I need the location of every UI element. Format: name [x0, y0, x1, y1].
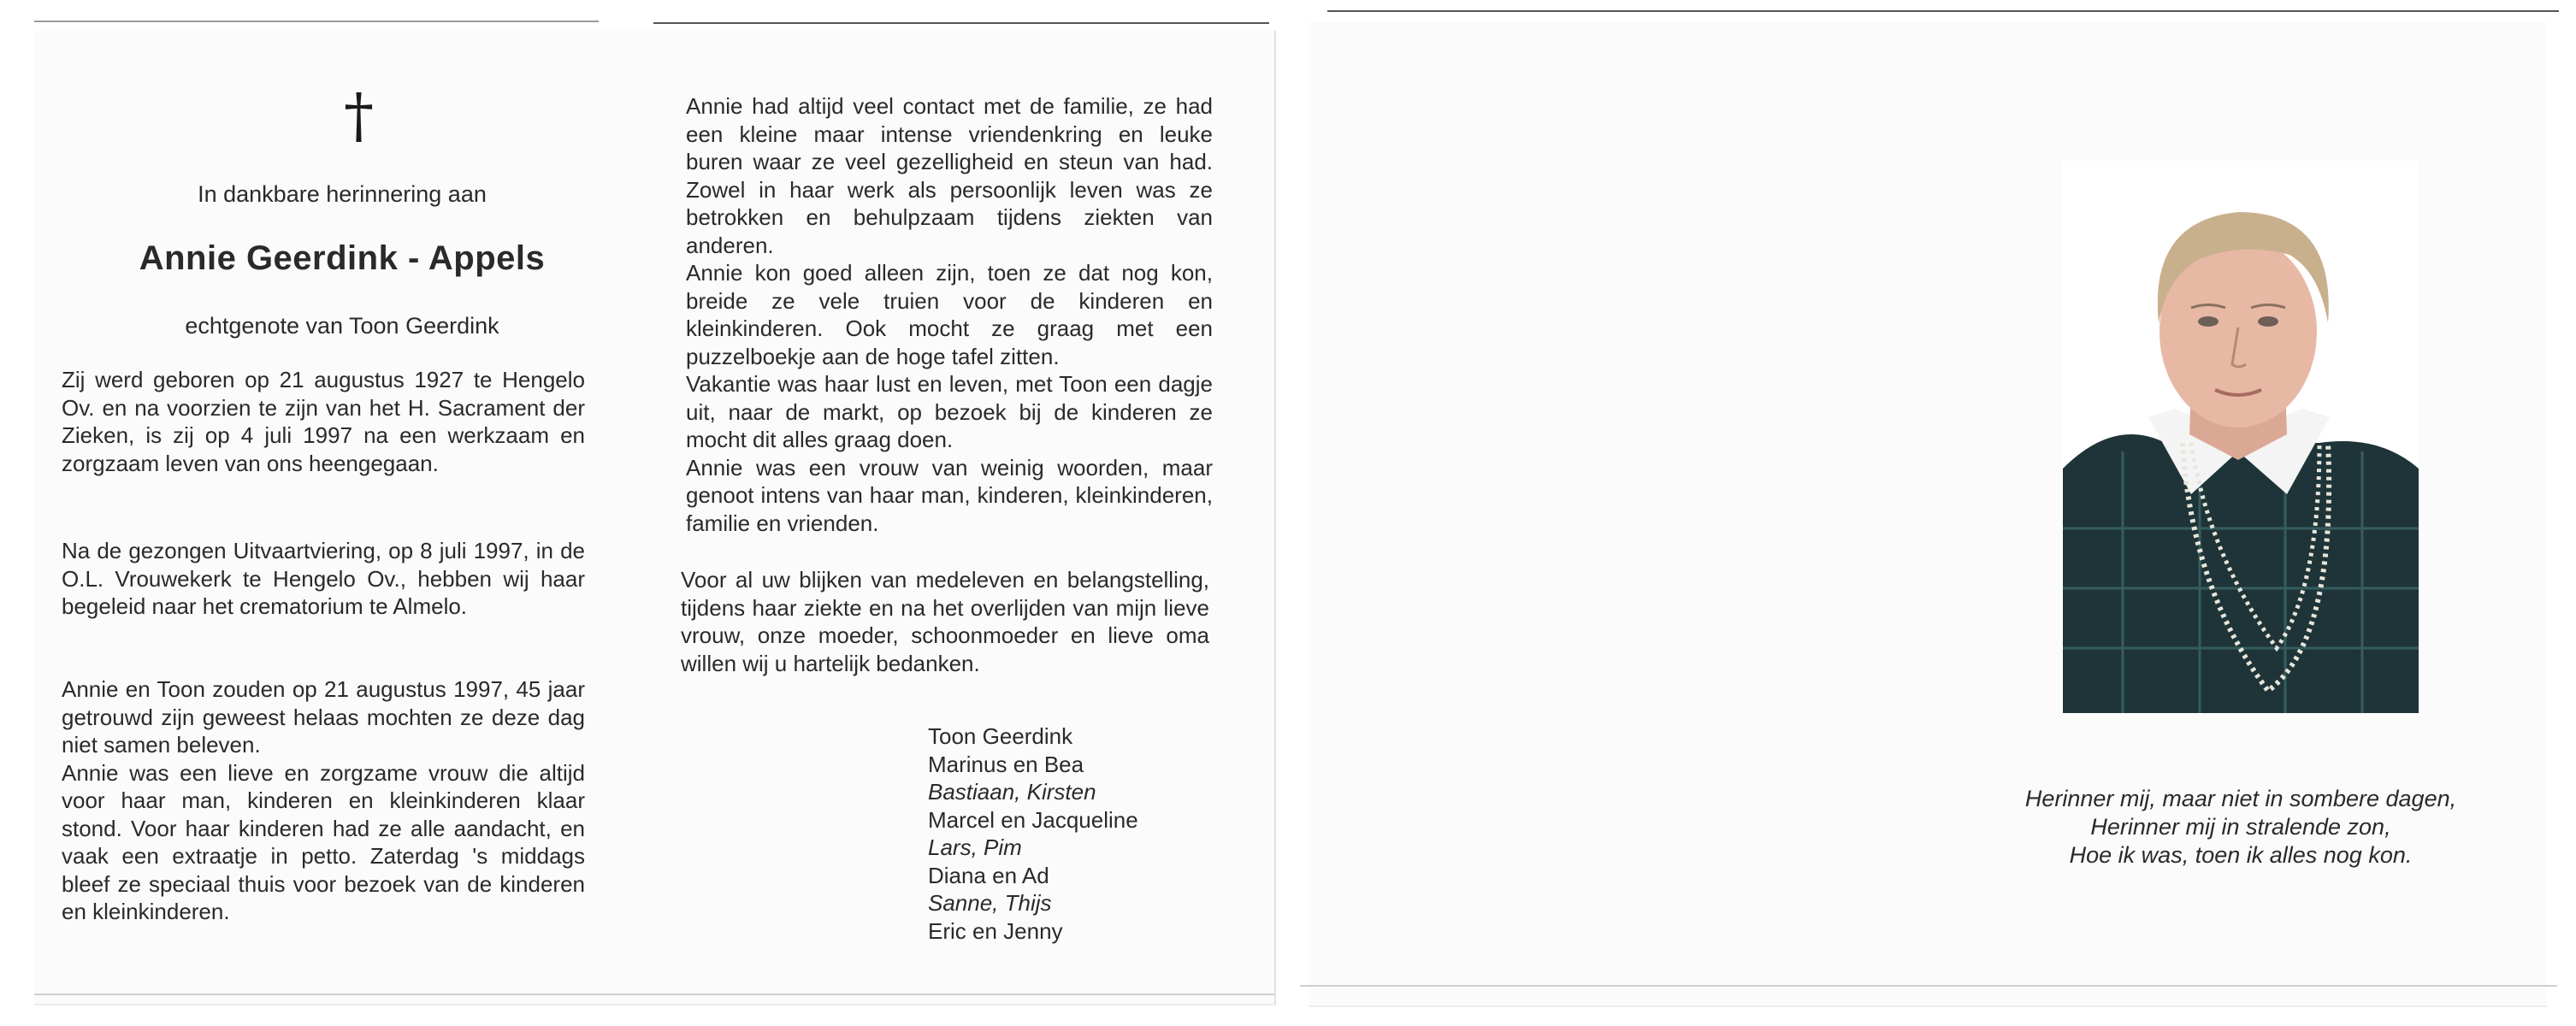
- paragraph-text: Zij werd geboren op 21 augustus 1927 te Hengelo Ov. en na voorzien te zijn van het H. Sacrament der Zieken, is zij op 4 juli 1997 na een werkzaam en zorgzaam leven van ons heengegaan.: [62, 367, 585, 476]
- paragraph-text: Annie had altijd veel contact met de familie, ze had een kleine maar intense vriendenkring en leuke buren waar ze veel gezelligheid en steun van had. Zowel in haar werk als persoonlijk leven was ze betrokken en behulpzaam tijdens ziekten van anderen.: [686, 93, 1213, 258]
- poem-line: Herinner mij, maar niet in sombere dagen,: [2024, 786, 2457, 811]
- signature-line-grandchildren: Lars, Pim: [928, 834, 1022, 860]
- signature-line: Toon Geerdink: [928, 723, 1073, 749]
- poem-line: Herinner mij in stralende zon,: [2090, 814, 2391, 840]
- paragraph-life: [686, 92, 1213, 537]
- signature-line-grandchildren: Bastiaan, Kirsten: [928, 779, 1096, 805]
- paragraph-text: Voor al uw blijken van medeleven en belangstelling, tijdens haar ziekte en na het overlijden van mijn lieve vrouw, onze moeder, schoonmoeder en lieve oma willen wij u hartelijk bedanken.: [681, 567, 1209, 676]
- card-bottom-edge-right: [1300, 985, 2557, 987]
- paragraph-memories: [62, 675, 585, 926]
- signature-line-grandchildren: Sanne, Thijs: [928, 890, 1052, 916]
- paragraph-thanks: [681, 566, 1209, 677]
- paragraph-birth-death: [62, 366, 585, 477]
- poem-line: Hoe ik was, toen ik alles nog kon.: [2069, 842, 2413, 868]
- paragraph-text: Annie en Toon zouden op 21 augustus 1997, 45 jaar getrouwd zijn geweest helaas mochten ze deze dag niet samen beleven.: [62, 676, 585, 758]
- card-top-edge-middle: [653, 22, 1269, 24]
- signature-line: Eric en Jenny: [928, 917, 1063, 944]
- signature-list: [928, 722, 1138, 945]
- paragraph-text: Vakantie was haar lust en leven, met Toon een dagje uit, naar de markt, op bezoek bij de kinderen ze mocht dit alles graag doen.: [686, 371, 1213, 452]
- intro-text: In dankbare herinnering aan: [198, 181, 487, 207]
- deceased-name: Annie Geerdink - Appels: [139, 239, 546, 277]
- paragraph-text: Na de gezongen Uitvaartviering, op 8 juli 1997, in de O.L. Vrouwekerk te Hengelo Ov., hebben wij haar begeleid naar het crematorium te Almelo.: [62, 538, 585, 619]
- spouse-line: echtgenote van Toon Geerdink: [185, 313, 499, 339]
- signature-line: Marcel en Jacqueline: [928, 806, 1138, 833]
- cross-icon: †: [344, 80, 374, 150]
- paragraph-text: Annie kon goed alleen zijn, toen ze dat nog kon, breide ze vele truien voor de kinderen en kleinkinderen. Ook mocht ze graag met een puzzelboekje aan de hoge tafel zitten.: [686, 260, 1213, 369]
- signature-line: Marinus en Bea: [928, 751, 1084, 777]
- paragraph-text: Annie was een vrouw van weinig woorden, maar genoot intens van haar man, kinderen, kleinkinderen, familie en vrienden.: [686, 454, 1213, 536]
- portrait-image: [2063, 161, 2419, 713]
- card-top-edge-left: [34, 21, 599, 22]
- card-top-edge-right: [1327, 10, 2559, 12]
- paragraph-text: Annie was een lieve en zorgzame vrouw die altijd voor haar man, kinderen en kleinkinderen klaar stond. Voor haar kinderen had ze alle aandacht, en vaak een extraatje in petto. Zaterdag 's middags bleef ze speciaal thuis voor bezoek van de kinderen en kleinkinderen.: [62, 759, 585, 924]
- portrait-photo: [2063, 161, 2419, 713]
- card-bottom-edge: [34, 994, 1274, 995]
- paragraph-funeral: [62, 537, 585, 621]
- signature-line: Diana en Ad: [928, 862, 1049, 888]
- memorial-poem: [1993, 785, 2489, 870]
